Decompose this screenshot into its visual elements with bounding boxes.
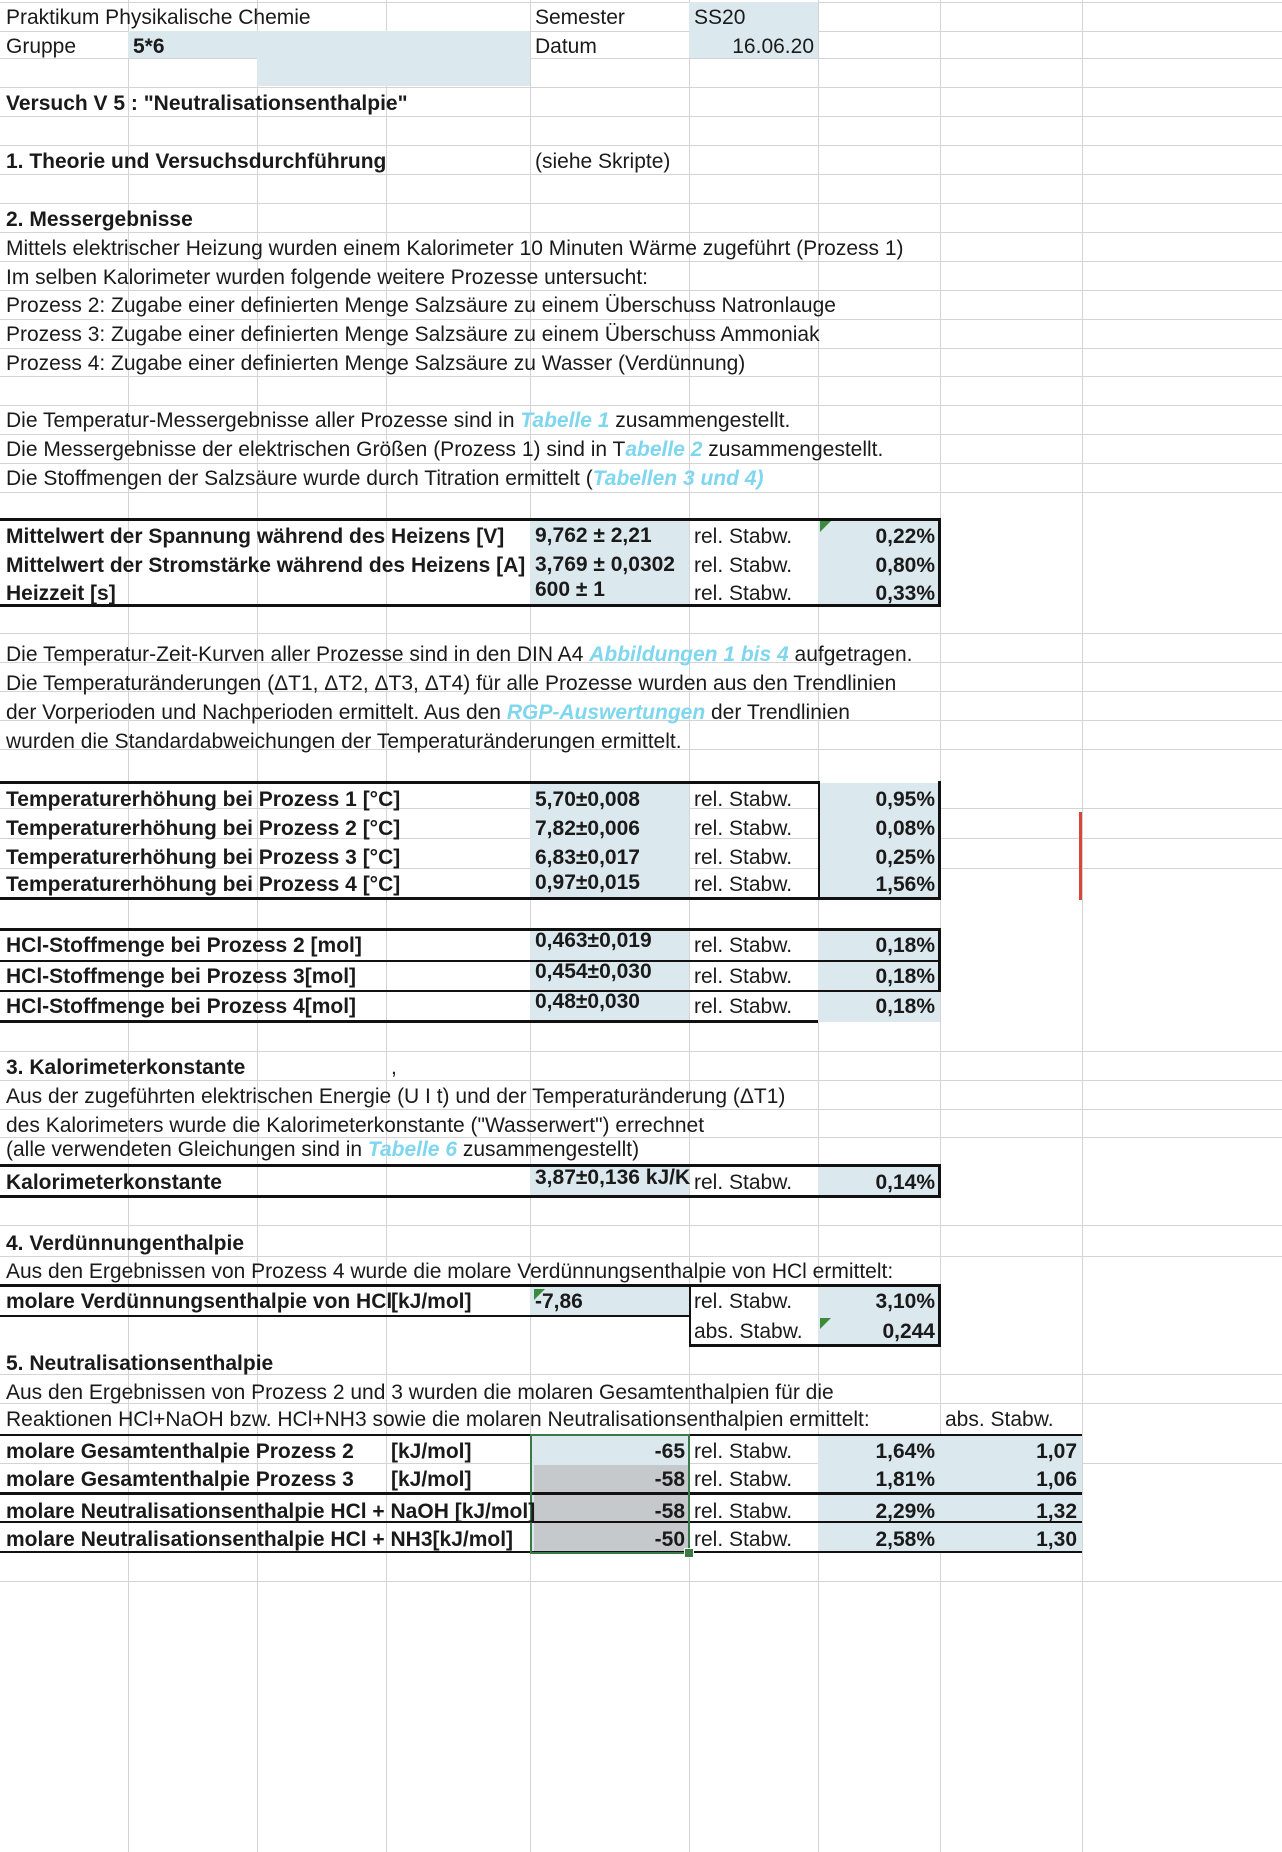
electric-value[interactable]: 9,762 ± 2,21 [535, 524, 652, 547]
enthalpy-rel[interactable]: 1,81% [875, 1468, 935, 1491]
text-line: Prozess 4: Zugabe einer definierten Menge Salzsäure zu Wasser (Verdünnung) [6, 352, 746, 375]
enthalpy-abs[interactable]: 1,32 [1036, 1500, 1077, 1523]
enthalpy-abs[interactable]: 1,30 [1036, 1528, 1077, 1551]
temperature-value[interactable]: 7,82±0,006 [535, 817, 640, 840]
temperature-rel[interactable]: 0,08% [875, 817, 935, 840]
hcl-label: HCl-Stoffmenge bei Prozess 4[mol] [6, 995, 357, 1018]
table-link[interactable]: abelle 2 [625, 438, 703, 461]
abs-stabw-header: abs. Stabw. [945, 1408, 1054, 1431]
reference-line: Die Temperatur-Messergebnisse aller Prozesse sind in Tabelle 1 zusammengestellt. [6, 409, 791, 432]
figure-link[interactable]: Abbildungen 1 bis 4 [589, 643, 789, 666]
enthalpy-abs[interactable]: 1,06 [1036, 1468, 1077, 1491]
experiment-title: Versuch V 5 : "Neutralisationsenthalpie" [6, 92, 408, 115]
hcl-label: HCl-Stoffmenge bei Prozess 2 [mol] [6, 934, 362, 957]
group-label: Gruppe [6, 35, 77, 58]
enthalpy-rel[interactable]: 2,58% [875, 1528, 935, 1551]
hcl-value[interactable]: 0,48±0,030 [535, 990, 640, 1013]
course-title: Praktikum Physikalische Chemie [6, 6, 311, 29]
hcl-rel[interactable]: 0,18% [875, 965, 935, 988]
dilution-abs[interactable]: 0,244 [882, 1320, 935, 1343]
enthalpy-unit: [kJ/mol] [391, 1440, 472, 1463]
enthalpy-label: molare Neutralisationsenthalpie HCl + NH3[kJ/mol] [6, 1528, 514, 1551]
row-marker [1079, 812, 1082, 900]
abs-stabw-label: abs. Stabw. [694, 1320, 803, 1343]
fill-handle[interactable] [684, 1548, 694, 1558]
text-line: Reaktionen HCl+NaOH bzw. HCl+NH3 sowie die molaren Neutralisationsenthalpien ermittelt: [6, 1408, 870, 1431]
enthalpy-label: molare Gesamtenthalpie Prozess 2 [6, 1440, 354, 1463]
text-line: Aus den Ergebnissen von Prozess 2 und 3 wurden die molaren Gesamtenthalpien für die [6, 1381, 834, 1404]
text-line: Prozess 3: Zugabe einer definierten Menge Salzsäure zu einem Überschuss Ammoniak [6, 323, 820, 346]
section5-heading: 5. Neutralisationsenthalpie [6, 1352, 274, 1375]
temperature-rel[interactable]: 0,95% [875, 788, 935, 811]
enthalpy-rel[interactable]: 2,29% [875, 1500, 935, 1523]
dilution-value[interactable]: -7,86 [535, 1290, 583, 1313]
hcl-value[interactable]: 0,463±0,019 [535, 929, 652, 952]
rel-stabw-label: rel. Stabw. [694, 1290, 793, 1313]
semester-label: Semester [535, 6, 625, 29]
temperature-value[interactable]: 6,83±0,017 [535, 846, 640, 869]
rel-stabw-label: rel. Stabw. [694, 525, 793, 548]
electric-value[interactable]: 600 ± 1 [535, 578, 605, 601]
table-link[interactable]: Tabelle 1 [520, 409, 610, 432]
enthalpy-value[interactable]: -58 [654, 1500, 685, 1523]
text-line: Im selben Kalorimeter wurden folgende weitere Prozesse untersucht: [6, 266, 648, 289]
electric-label: Mittelwert der Spannung während des Heizens [V] [6, 525, 505, 548]
text-line: wurden die Standardabweichungen der Temperaturänderungen ermittelt. [6, 730, 682, 753]
text-line: Die Temperatur-Zeit-Kurven aller Prozesse sind in den DIN A4 Abbildungen 1 bis 4 aufgetragen. [6, 643, 913, 666]
rel-stabw-label: rel. Stabw. [694, 788, 793, 811]
rel-stabw-label: rel. Stabw. [694, 1440, 793, 1463]
calorimeter-value[interactable]: 3,87±0,136 kJ/K [535, 1166, 691, 1189]
dilution-rel[interactable]: 3,10% [875, 1290, 935, 1313]
group-value[interactable]: 5*6 [133, 35, 165, 58]
rel-stabw-label: rel. Stabw. [694, 846, 793, 869]
rel-stabw-label: rel. Stabw. [694, 965, 793, 988]
calorimeter-rel[interactable]: 0,14% [875, 1171, 935, 1194]
text-line: Aus den Ergebnissen von Prozess 4 wurde die molare Verdünnungsenthalpie von HCl ermittelt: [6, 1260, 894, 1283]
text-line: Mittels elektrischer Heizung wurden einem Kalorimeter 10 Minuten Wärme zugeführt (Prozess 1) [6, 237, 904, 260]
electric-value[interactable]: 3,769 ± 0,0302 [535, 553, 675, 576]
calorimeter-label: Kalorimeterkonstante [6, 1171, 222, 1194]
rel-stabw-label: rel. Stabw. [694, 817, 793, 840]
rel-stabw-label: rel. Stabw. [694, 1468, 793, 1491]
semester-value[interactable]: SS20 [694, 6, 746, 29]
rel-stabw-label: rel. Stabw. [694, 1171, 793, 1194]
electric-rel[interactable]: 0,80% [875, 554, 935, 577]
enthalpy-unit: [kJ/mol] [391, 1468, 472, 1491]
stray-comma: , [391, 1056, 397, 1079]
text-line: (alle verwendeten Gleichungen sind in Tabelle 6 zusammengestellt) [6, 1138, 640, 1161]
text-line: Aus der zugeführten elektrischen Energie (U I t) und der Temperaturänderung (ΔT1) [6, 1085, 786, 1108]
section1-heading: 1. Theorie und Versuchsdurchführung [6, 150, 387, 173]
hcl-label: HCl-Stoffmenge bei Prozess 3[mol] [6, 965, 357, 988]
rgp-link[interactable]: RGP-Auswertungen [506, 701, 706, 724]
hcl-rel[interactable]: 0,18% [875, 934, 935, 957]
temperature-label: Temperaturerhöhung bei Prozess 4 [°C] [6, 873, 401, 896]
dilution-label: molare Verdünnungsenthalpie von HCl [6, 1290, 393, 1313]
enthalpy-value[interactable]: -65 [654, 1440, 685, 1463]
enthalpy-label: molare Gesamtenthalpie Prozess 3 [6, 1468, 354, 1491]
date-label: Datum [535, 35, 597, 58]
enthalpy-abs[interactable]: 1,07 [1036, 1440, 1077, 1463]
enthalpy-value[interactable]: -50 [654, 1528, 685, 1551]
dilution-unit: [kJ/mol] [391, 1290, 472, 1313]
rel-stabw-label: rel. Stabw. [694, 995, 793, 1018]
temperature-value[interactable]: 5,70±0,008 [535, 788, 640, 811]
temperature-value[interactable]: 0,97±0,015 [535, 871, 640, 894]
temperature-rel[interactable]: 1,56% [875, 873, 935, 896]
rel-stabw-label: rel. Stabw. [694, 554, 793, 577]
rel-stabw-label: rel. Stabw. [694, 934, 793, 957]
date-value[interactable]: 16.06.20 [732, 35, 814, 58]
hcl-rel[interactable]: 0,18% [875, 995, 935, 1018]
reference-line: Die Stoffmengen der Salzsäure wurde durch Titration ermittelt (Tabellen 3 und 4) [6, 467, 764, 490]
table-link[interactable]: Tabelle 6 [367, 1138, 458, 1161]
rel-stabw-label: rel. Stabw. [694, 873, 793, 896]
electric-rel[interactable]: 0,22% [875, 525, 935, 548]
text-line: des Kalorimeters wurde die Kalorimeterkonstante ("Wasserwert") errechnet [6, 1114, 705, 1137]
text-line: Prozess 2: Zugabe einer definierten Menge Salzsäure zu einem Überschuss Natronlauge [6, 294, 836, 317]
table-link[interactable]: Tabellen 3 und 4) [592, 467, 764, 490]
enthalpy-rel[interactable]: 1,64% [875, 1440, 935, 1463]
temperature-label: Temperaturerhöhung bei Prozess 2 [°C] [6, 817, 401, 840]
electric-label: Mittelwert der Stromstärke während des Heizens [A] [6, 554, 526, 577]
enthalpy-label: molare Neutralisationsenthalpie HCl + NaOH [kJ/mol] [6, 1500, 536, 1523]
section1-note: (siehe Skripte) [535, 150, 671, 173]
rel-stabw-label: rel. Stabw. [694, 1500, 793, 1523]
rel-stabw-label: rel. Stabw. [694, 1528, 793, 1551]
section3-heading: 3. Kalorimeterkonstante [6, 1056, 246, 1079]
section4-heading: 4. Verdünnungenthalpie [6, 1232, 245, 1255]
electric-label: Heizzeit [s] [6, 582, 116, 605]
hcl-value[interactable]: 0,454±0,030 [535, 960, 652, 983]
reference-line: Die Messergebnisse der elektrischen Größen (Prozess 1) sind in Tabelle 2 zusammengestellt. [6, 438, 884, 461]
temperature-rel[interactable]: 0,25% [875, 846, 935, 869]
text-line: der Vorperioden und Nachperioden ermittelt. Aus den RGP-Auswertungen der Trendlinien [6, 701, 850, 724]
text-line: Die Temperaturänderungen (ΔT1, ΔT2, ΔT3, ΔT4) für alle Prozesse wurden aus den Trendlinien [6, 672, 897, 695]
temperature-label: Temperaturerhöhung bei Prozess 3 [°C] [6, 846, 401, 869]
temperature-label: Temperaturerhöhung bei Prozess 1 [°C] [6, 788, 401, 811]
electric-rel[interactable]: 0,33% [875, 582, 935, 605]
enthalpy-value[interactable]: -58 [654, 1468, 685, 1491]
section2-heading: 2. Messergebnisse [6, 208, 193, 231]
rel-stabw-label: rel. Stabw. [694, 582, 793, 605]
